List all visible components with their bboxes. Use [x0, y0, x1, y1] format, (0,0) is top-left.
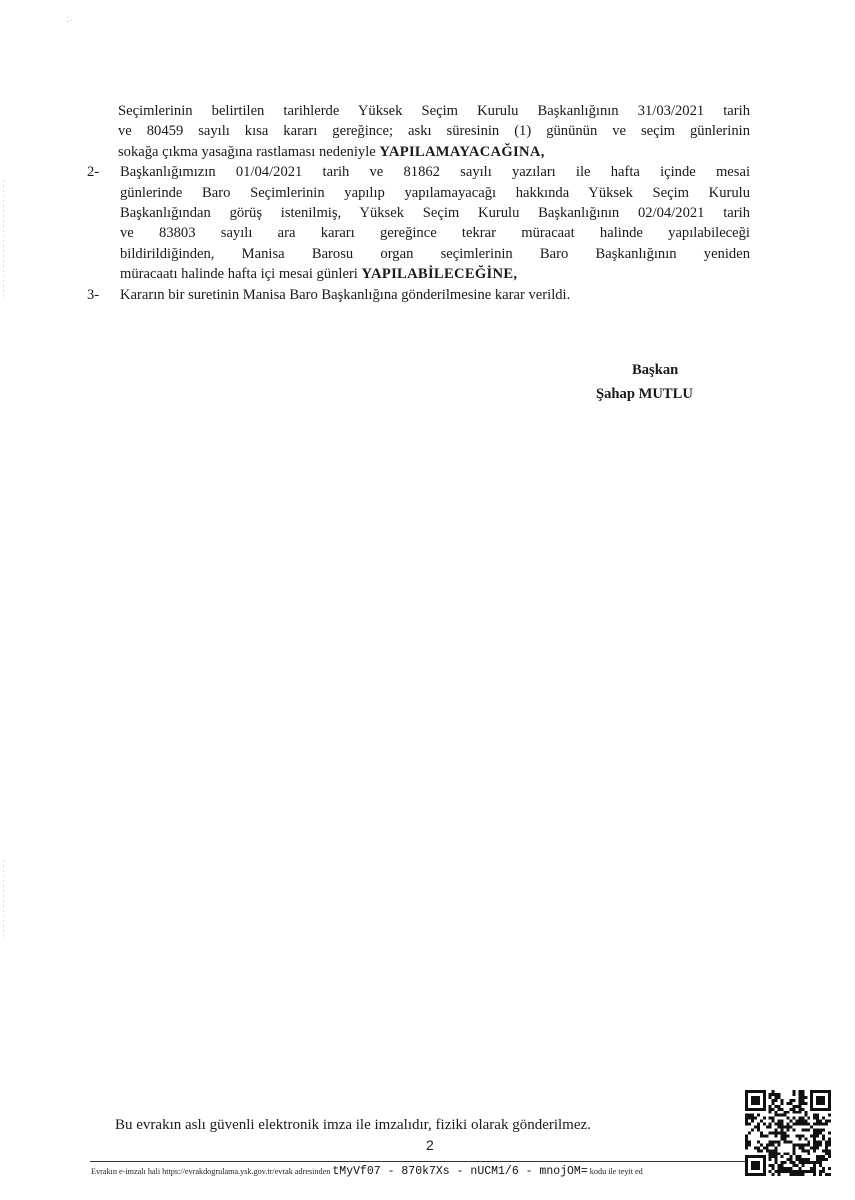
signatory-name: Şahap MUTLU	[596, 386, 693, 402]
text-line: Başkanlığından görüş istenilmiş, Yüksek Seçim Kurulu Başkanlığının 02/04/2021 tarih	[120, 205, 750, 222]
decision-body	[87, 101, 750, 305]
verification-suffix: kodu ile teyit ed	[587, 1167, 643, 1176]
text-line	[118, 142, 750, 162]
verification-prefix: Evrakın e-imzalı hali https://evrakdogrulama.ysk.gov.tr/evrak adresinden	[91, 1167, 333, 1176]
text-line: günlerinde Baro Seçimlerinin yapılıp yapılamayacağı hakkında Yüksek Seçim Kurulu	[120, 184, 750, 201]
footer-divider	[90, 1161, 745, 1162]
list-item-3	[87, 285, 750, 305]
text-fragment: müracaatı halinde hafta içi mesai günleri	[120, 266, 362, 283]
qr-code-icon	[745, 1090, 831, 1176]
text-fragment: sokağa çıkma yasağına rastlaması nedeniyle	[118, 143, 380, 160]
decision-emphasis: YAPILABİLECEĞİNE,	[361, 266, 518, 283]
text-line: Kararın bir suretinin Manisa Baro Başkanlığına gönderilmesine karar verildi.	[120, 286, 571, 303]
scan-edge-artifact	[3, 860, 4, 940]
decision-emphasis: YAPILAMAYACAĞINA,	[379, 143, 545, 160]
intro-paragraph	[118, 101, 750, 162]
verification-line	[91, 1165, 746, 1178]
text-line: bildirildiğinden, Manisa Barosu organ seçimlerinin Baro Başkanlığının yeniden	[120, 245, 750, 262]
text-line: ve 80459 sayılı kısa kararı gereğince; askı süresinin (1) gününün ve seçim günlerinin	[118, 123, 750, 140]
list-number: 3-	[87, 286, 100, 303]
text-line	[120, 264, 750, 284]
page-number: 2	[426, 1137, 434, 1153]
list-item-2	[87, 162, 750, 284]
e-signature-notice: Bu evrakın aslı güvenli elektronik imza ile imzalıdır, fiziki olarak gönderilmez.	[115, 1117, 591, 1133]
text-line: Seçimlerinin belirtilen tarihlerde Yüksek Seçim Kurulu Başkanlığının 31/03/2021 tarih	[118, 103, 750, 119]
scan-artifact: ∴	[64, 13, 74, 25]
text-line: Başkanlığımızın 01/04/2021 tarih ve 81862 sayılı yazıları ile hafta içinde mesai	[120, 164, 750, 181]
verification-code: tMyVf07 - 870k7Xs - nUCM1/6 - mnojOM=	[332, 1165, 588, 1178]
list-number: 2-	[87, 164, 100, 181]
signature-block	[596, 358, 693, 406]
scan-edge-artifact	[3, 180, 4, 300]
signatory-title: Başkan	[632, 362, 679, 378]
text-line: ve 83803 sayılı ara kararı gereğince tekrar müracaat halinde yapılabileceği	[120, 225, 750, 242]
